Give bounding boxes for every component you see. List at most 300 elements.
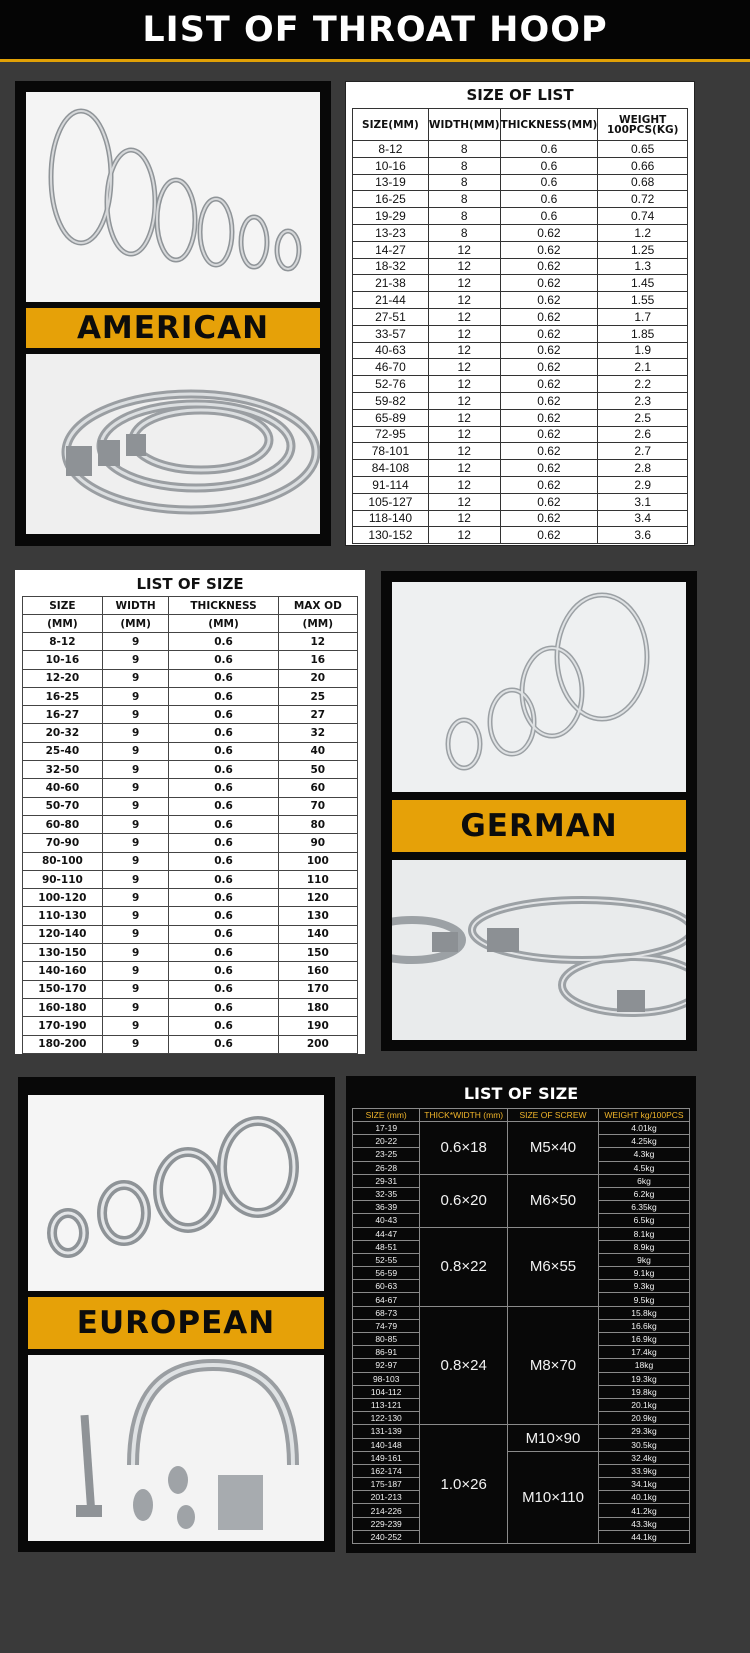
european-table-body <box>353 1122 690 1544</box>
american-label-banner <box>26 308 320 348</box>
table-row <box>23 980 358 998</box>
table-row <box>353 241 688 258</box>
european-clamp-parts-image <box>28 1355 324 1541</box>
table-cell: 12 <box>428 476 500 493</box>
table-cell: 0.62 <box>500 325 598 342</box>
thick-width-cell: 0.8×22 <box>420 1227 508 1306</box>
table-cell: 32-50 <box>23 761 103 779</box>
table-row <box>23 815 358 833</box>
table-cell: 40.1kg <box>598 1491 689 1504</box>
table-cell: 130 <box>278 907 357 925</box>
table-cell: 214-226 <box>353 1504 420 1517</box>
table-cell: 18-32 <box>353 258 429 275</box>
table-cell: 10-16 <box>23 651 103 669</box>
european-col-screw: SIZE OF SCREW <box>508 1109 599 1122</box>
table-cell: 2.1 <box>598 359 688 376</box>
table-cell: 9 <box>102 742 169 760</box>
table-cell: 2.2 <box>598 376 688 393</box>
table-row <box>23 742 358 760</box>
table-cell: 8 <box>428 157 500 174</box>
table-cell: 9 <box>102 944 169 962</box>
table-cell: 29.3kg <box>598 1425 689 1438</box>
european-size-table-panel <box>346 1076 696 1553</box>
table-cell: 9 <box>102 1017 169 1035</box>
table-cell: 13-19 <box>353 174 429 191</box>
table-cell: 17-19 <box>353 1122 420 1135</box>
table-cell: 18kg <box>598 1359 689 1372</box>
table-cell: 60-63 <box>353 1280 420 1293</box>
german-clamps-image <box>392 582 686 792</box>
table-cell: 6.5kg <box>598 1214 689 1227</box>
table-cell: 9 <box>102 980 169 998</box>
table-cell: 0.62 <box>500 527 598 544</box>
table-cell: 113-121 <box>353 1398 420 1411</box>
table-cell: 20 <box>278 669 357 687</box>
german-clamps-closeup-image <box>392 860 686 1040</box>
table-row <box>353 409 688 426</box>
table-cell: 32-35 <box>353 1187 420 1200</box>
german-table-body <box>23 633 358 1054</box>
european-col-thick-width: THICK*WIDTH (mm) <box>420 1109 508 1122</box>
american-table-title: SIZE OF LIST <box>466 86 574 104</box>
american-col-weight: WEIGHT 100PCS(KG) <box>598 109 688 141</box>
american-size-table-panel <box>345 81 695 546</box>
table-cell: 44-47 <box>353 1227 420 1240</box>
table-cell: 68-73 <box>353 1306 420 1319</box>
table-cell: 48-51 <box>353 1240 420 1253</box>
table-row <box>23 669 358 687</box>
german-label: GERMAN <box>460 808 618 844</box>
table-cell: 0.6 <box>500 208 598 225</box>
table-cell: 8 <box>428 224 500 241</box>
table-cell: 20.1kg <box>598 1398 689 1411</box>
table-row <box>353 476 688 493</box>
table-cell: 110 <box>278 870 357 888</box>
table-cell: 12 <box>428 460 500 477</box>
table-row <box>23 907 358 925</box>
american-clamps-closeup-image <box>26 354 320 534</box>
table-cell: 9 <box>102 706 169 724</box>
european-size-table <box>352 1108 690 1544</box>
table-cell: 6.35kg <box>598 1201 689 1214</box>
table-cell: 6kg <box>598 1174 689 1187</box>
table-cell: 12 <box>428 292 500 309</box>
table-cell: 0.62 <box>500 510 598 527</box>
page-title: LIST OF THROAT HOOP <box>142 9 608 50</box>
table-row <box>353 426 688 443</box>
table-cell: 78-101 <box>353 443 429 460</box>
table-cell: 4.01kg <box>598 1122 689 1135</box>
european-table-title: LIST OF SIZE <box>463 1084 579 1103</box>
table-cell: 0.6 <box>169 962 278 980</box>
table-cell: 1.45 <box>598 275 688 292</box>
table-cell: 180 <box>278 998 357 1016</box>
table-cell: 0.62 <box>500 426 598 443</box>
table-cell: 25-40 <box>23 742 103 760</box>
table-cell: 1.85 <box>598 325 688 342</box>
european-photo-panel <box>18 1077 335 1552</box>
german-unit-size: (MM) <box>23 615 103 633</box>
table-cell: 0.62 <box>500 476 598 493</box>
table-cell: 12 <box>428 342 500 359</box>
table-row <box>23 779 358 797</box>
table-row <box>23 944 358 962</box>
table-cell: 8 <box>428 191 500 208</box>
table-row <box>353 527 688 544</box>
table-row <box>353 308 688 325</box>
table-cell: 201-213 <box>353 1491 420 1504</box>
european-col-size: SIZE (mm) <box>353 1109 420 1122</box>
table-cell: 170-190 <box>23 1017 103 1035</box>
table-cell: 9 <box>102 797 169 815</box>
table-cell: 140-148 <box>353 1438 420 1451</box>
table-row <box>23 724 358 742</box>
table-cell: 0.6 <box>500 157 598 174</box>
table-cell: 2.5 <box>598 409 688 426</box>
table-cell: 0.6 <box>500 174 598 191</box>
table-row <box>353 376 688 393</box>
german-photo-panel <box>381 571 697 1051</box>
table-cell: 23-25 <box>353 1148 420 1161</box>
european-clamps-image <box>28 1095 324 1291</box>
table-cell: 9.1kg <box>598 1267 689 1280</box>
table-cell: 150-170 <box>23 980 103 998</box>
american-label: AMERICAN <box>76 310 270 346</box>
table-cell: 9 <box>102 761 169 779</box>
table-cell: 60 <box>278 779 357 797</box>
american-size-table <box>352 108 688 544</box>
table-cell: 3.6 <box>598 527 688 544</box>
table-cell: 27 <box>278 706 357 724</box>
table-row <box>353 292 688 309</box>
table-cell: 12 <box>428 510 500 527</box>
table-cell: 20.9kg <box>598 1412 689 1425</box>
table-cell: 12 <box>428 258 500 275</box>
table-cell: 19.8kg <box>598 1385 689 1398</box>
table-cell: 12 <box>428 275 500 292</box>
european-label: EUROPEAN <box>76 1305 276 1341</box>
table-cell: 1.9 <box>598 342 688 359</box>
screw-size-cell: M10×110 <box>508 1451 599 1543</box>
table-cell: 12 <box>428 443 500 460</box>
table-cell: 3.4 <box>598 510 688 527</box>
table-row <box>353 275 688 292</box>
table-cell: 110-130 <box>23 907 103 925</box>
german-col-width: WIDTH <box>102 597 169 615</box>
table-cell: 4.25kg <box>598 1135 689 1148</box>
european-label-banner <box>28 1297 324 1349</box>
german-clamps-photo-2 <box>392 860 686 1040</box>
table-cell: 0.62 <box>500 308 598 325</box>
table-cell: 4.3kg <box>598 1148 689 1161</box>
table-row <box>23 962 358 980</box>
table-row <box>23 1017 358 1035</box>
american-col-thickness: THICKNESS(MM) <box>500 109 598 141</box>
table-cell: 20-22 <box>353 1135 420 1148</box>
table-cell: 0.62 <box>500 224 598 241</box>
table-cell: 9 <box>102 687 169 705</box>
table-cell: 0.6 <box>169 1017 278 1035</box>
table-cell: 0.6 <box>169 907 278 925</box>
table-cell: 2.8 <box>598 460 688 477</box>
table-cell: 0.62 <box>500 460 598 477</box>
table-cell: 40 <box>278 742 357 760</box>
table-cell: 98-103 <box>353 1372 420 1385</box>
american-clamps-photo-1 <box>26 92 320 302</box>
table-cell: 9.3kg <box>598 1280 689 1293</box>
table-cell: 0.66 <box>598 157 688 174</box>
table-cell: 19.3kg <box>598 1372 689 1385</box>
table-cell: 0.6 <box>169 834 278 852</box>
table-cell: 0.6 <box>169 889 278 907</box>
screw-size-cell: M10×90 <box>508 1425 599 1451</box>
table-cell: 60-80 <box>23 815 103 833</box>
table-cell: 44.1kg <box>598 1530 689 1543</box>
table-cell: 162-174 <box>353 1464 420 1477</box>
thick-width-cell: 0.6×20 <box>420 1174 508 1227</box>
table-cell: 0.6 <box>169 980 278 998</box>
table-cell: 2.9 <box>598 476 688 493</box>
screw-size-cell: M5×40 <box>508 1122 599 1175</box>
table-row <box>353 392 688 409</box>
table-cell: 1.3 <box>598 258 688 275</box>
table-cell: 229-239 <box>353 1517 420 1530</box>
table-row <box>353 191 688 208</box>
european-clamps-photo-2 <box>28 1355 324 1541</box>
table-row <box>23 870 358 888</box>
table-cell: 0.6 <box>169 998 278 1016</box>
table-cell: 0.6 <box>169 925 278 943</box>
table-row <box>353 325 688 342</box>
german-col-size: SIZE <box>23 597 103 615</box>
european-clamps-photo-1 <box>28 1095 324 1291</box>
table-cell: 9 <box>102 907 169 925</box>
table-cell: 0.72 <box>598 191 688 208</box>
german-unit-width: (MM) <box>102 615 169 633</box>
table-cell: 32 <box>278 724 357 742</box>
table-cell: 0.62 <box>500 409 598 426</box>
table-cell: 80-100 <box>23 852 103 870</box>
table-cell: 16.6kg <box>598 1319 689 1332</box>
table-row <box>23 852 358 870</box>
table-cell: 0.6 <box>169 633 278 651</box>
table-row <box>353 342 688 359</box>
table-cell: 33.9kg <box>598 1464 689 1477</box>
table-cell: 104-112 <box>353 1385 420 1398</box>
table-cell: 0.6 <box>169 724 278 742</box>
table-row <box>353 1306 690 1319</box>
table-row <box>23 706 358 724</box>
table-cell: 9 <box>102 1035 169 1053</box>
table-cell: 0.6 <box>169 852 278 870</box>
table-cell: 9 <box>102 834 169 852</box>
table-cell: 8.9kg <box>598 1240 689 1253</box>
table-cell: 12 <box>278 633 357 651</box>
table-row <box>353 460 688 477</box>
table-row <box>353 224 688 241</box>
table-row <box>353 510 688 527</box>
table-cell: 9 <box>102 925 169 943</box>
table-cell: 16.9kg <box>598 1333 689 1346</box>
table-cell: 140 <box>278 925 357 943</box>
table-cell: 0.6 <box>169 706 278 724</box>
table-cell: 12 <box>428 426 500 443</box>
table-cell: 12 <box>428 325 500 342</box>
table-row <box>353 1227 690 1240</box>
table-row <box>353 157 688 174</box>
table-cell: 0.6 <box>500 141 598 158</box>
thick-width-cell: 0.8×24 <box>420 1306 508 1425</box>
table-cell: 9 <box>102 724 169 742</box>
table-cell: 100 <box>278 852 357 870</box>
table-row <box>23 687 358 705</box>
screw-size-cell: M6×55 <box>508 1227 599 1306</box>
german-unit-max-od: (MM) <box>278 615 357 633</box>
table-cell: 1.25 <box>598 241 688 258</box>
german-col-thickness: THICKNESS <box>169 597 278 615</box>
german-label-banner <box>392 800 686 852</box>
table-cell: 30.5kg <box>598 1438 689 1451</box>
german-col-max-od: MAX OD <box>278 597 357 615</box>
table-cell: 0.6 <box>169 870 278 888</box>
table-cell: 16-27 <box>23 706 103 724</box>
table-cell: 12-20 <box>23 669 103 687</box>
table-cell: 9 <box>102 998 169 1016</box>
table-cell: 64-67 <box>353 1293 420 1306</box>
table-cell: 0.62 <box>500 493 598 510</box>
table-cell: 2.6 <box>598 426 688 443</box>
table-cell: 140-160 <box>23 962 103 980</box>
table-cell: 16 <box>278 651 357 669</box>
table-cell: 40-60 <box>23 779 103 797</box>
table-cell: 6.2kg <box>598 1187 689 1200</box>
table-cell: 0.6 <box>169 651 278 669</box>
table-cell: 52-55 <box>353 1253 420 1266</box>
table-cell: 9kg <box>598 1253 689 1266</box>
table-cell: 0.6 <box>169 761 278 779</box>
table-row <box>23 1035 358 1053</box>
table-cell: 56-59 <box>353 1267 420 1280</box>
table-cell: 0.62 <box>500 376 598 393</box>
table-cell: 8-12 <box>353 141 429 158</box>
table-cell: 1.7 <box>598 308 688 325</box>
american-table-body <box>353 141 688 544</box>
table-cell: 0.6 <box>169 669 278 687</box>
table-cell: 0.6 <box>169 687 278 705</box>
table-row <box>353 258 688 275</box>
table-cell: 21-44 <box>353 292 429 309</box>
table-cell: 0.65 <box>598 141 688 158</box>
table-cell: 131-139 <box>353 1425 420 1438</box>
american-photo-panel <box>15 81 331 546</box>
german-table-title: LIST OF SIZE <box>136 575 244 593</box>
table-cell: 0.74 <box>598 208 688 225</box>
table-row <box>353 208 688 225</box>
table-cell: 90 <box>278 834 357 852</box>
table-cell: 0.6 <box>169 815 278 833</box>
table-row <box>23 998 358 1016</box>
table-cell: 70-90 <box>23 834 103 852</box>
table-cell: 72-95 <box>353 426 429 443</box>
table-cell: 2.3 <box>598 392 688 409</box>
table-cell: 2.7 <box>598 443 688 460</box>
german-size-table <box>22 596 358 1054</box>
table-cell: 52-76 <box>353 376 429 393</box>
table-cell: 120 <box>278 889 357 907</box>
table-cell: 0.62 <box>500 258 598 275</box>
table-cell: 0.6 <box>169 797 278 815</box>
german-clamps-photo-1 <box>392 582 686 792</box>
table-cell: 27-51 <box>353 308 429 325</box>
american-col-size: SIZE(MM) <box>353 109 429 141</box>
table-cell: 200 <box>278 1035 357 1053</box>
table-row <box>353 174 688 191</box>
table-cell: 150 <box>278 944 357 962</box>
table-cell: 46-70 <box>353 359 429 376</box>
table-cell: 32.4kg <box>598 1451 689 1464</box>
table-cell: 10-16 <box>353 157 429 174</box>
screw-size-cell: M6×50 <box>508 1174 599 1227</box>
table-cell: 86-91 <box>353 1346 420 1359</box>
table-cell: 175-187 <box>353 1478 420 1491</box>
table-cell: 122-130 <box>353 1412 420 1425</box>
table-cell: 9 <box>102 779 169 797</box>
table-cell: 29-31 <box>353 1174 420 1187</box>
table-cell: 0.6 <box>500 191 598 208</box>
table-cell: 105-127 <box>353 493 429 510</box>
table-cell: 0.62 <box>500 443 598 460</box>
table-cell: 0.62 <box>500 359 598 376</box>
table-row <box>23 797 358 815</box>
table-cell: 8 <box>428 208 500 225</box>
table-cell: 190 <box>278 1017 357 1035</box>
table-cell: 118-140 <box>353 510 429 527</box>
page-header <box>0 0 750 62</box>
table-cell: 9 <box>102 651 169 669</box>
table-row <box>353 359 688 376</box>
table-row <box>23 889 358 907</box>
table-cell: 0.6 <box>169 779 278 797</box>
table-cell: 34.1kg <box>598 1478 689 1491</box>
table-cell: 130-150 <box>23 944 103 962</box>
table-cell: 1.2 <box>598 224 688 241</box>
german-unit-thickness: (MM) <box>169 615 278 633</box>
table-cell: 33-57 <box>353 325 429 342</box>
screw-size-cell: M8×70 <box>508 1306 599 1425</box>
table-cell: 14-27 <box>353 241 429 258</box>
table-cell: 90-110 <box>23 870 103 888</box>
table-cell: 9 <box>102 815 169 833</box>
table-cell: 240-252 <box>353 1530 420 1543</box>
european-col-weight: WEIGHT kg/100PCS <box>598 1109 689 1122</box>
table-cell: 16-25 <box>23 687 103 705</box>
table-cell: 41.2kg <box>598 1504 689 1517</box>
american-clamps-photo-2 <box>26 354 320 534</box>
table-cell: 12 <box>428 376 500 393</box>
table-cell: 130-152 <box>353 527 429 544</box>
table-row <box>353 1425 690 1438</box>
table-cell: 1.55 <box>598 292 688 309</box>
table-cell: 3.1 <box>598 493 688 510</box>
table-cell: 149-161 <box>353 1451 420 1464</box>
table-row <box>23 925 358 943</box>
table-cell: 80-85 <box>353 1333 420 1346</box>
table-row <box>353 443 688 460</box>
american-col-width: WIDTH(MM) <box>428 109 500 141</box>
table-cell: 25 <box>278 687 357 705</box>
table-cell: 9.5kg <box>598 1293 689 1306</box>
thick-width-cell: 0.6×18 <box>420 1122 508 1175</box>
